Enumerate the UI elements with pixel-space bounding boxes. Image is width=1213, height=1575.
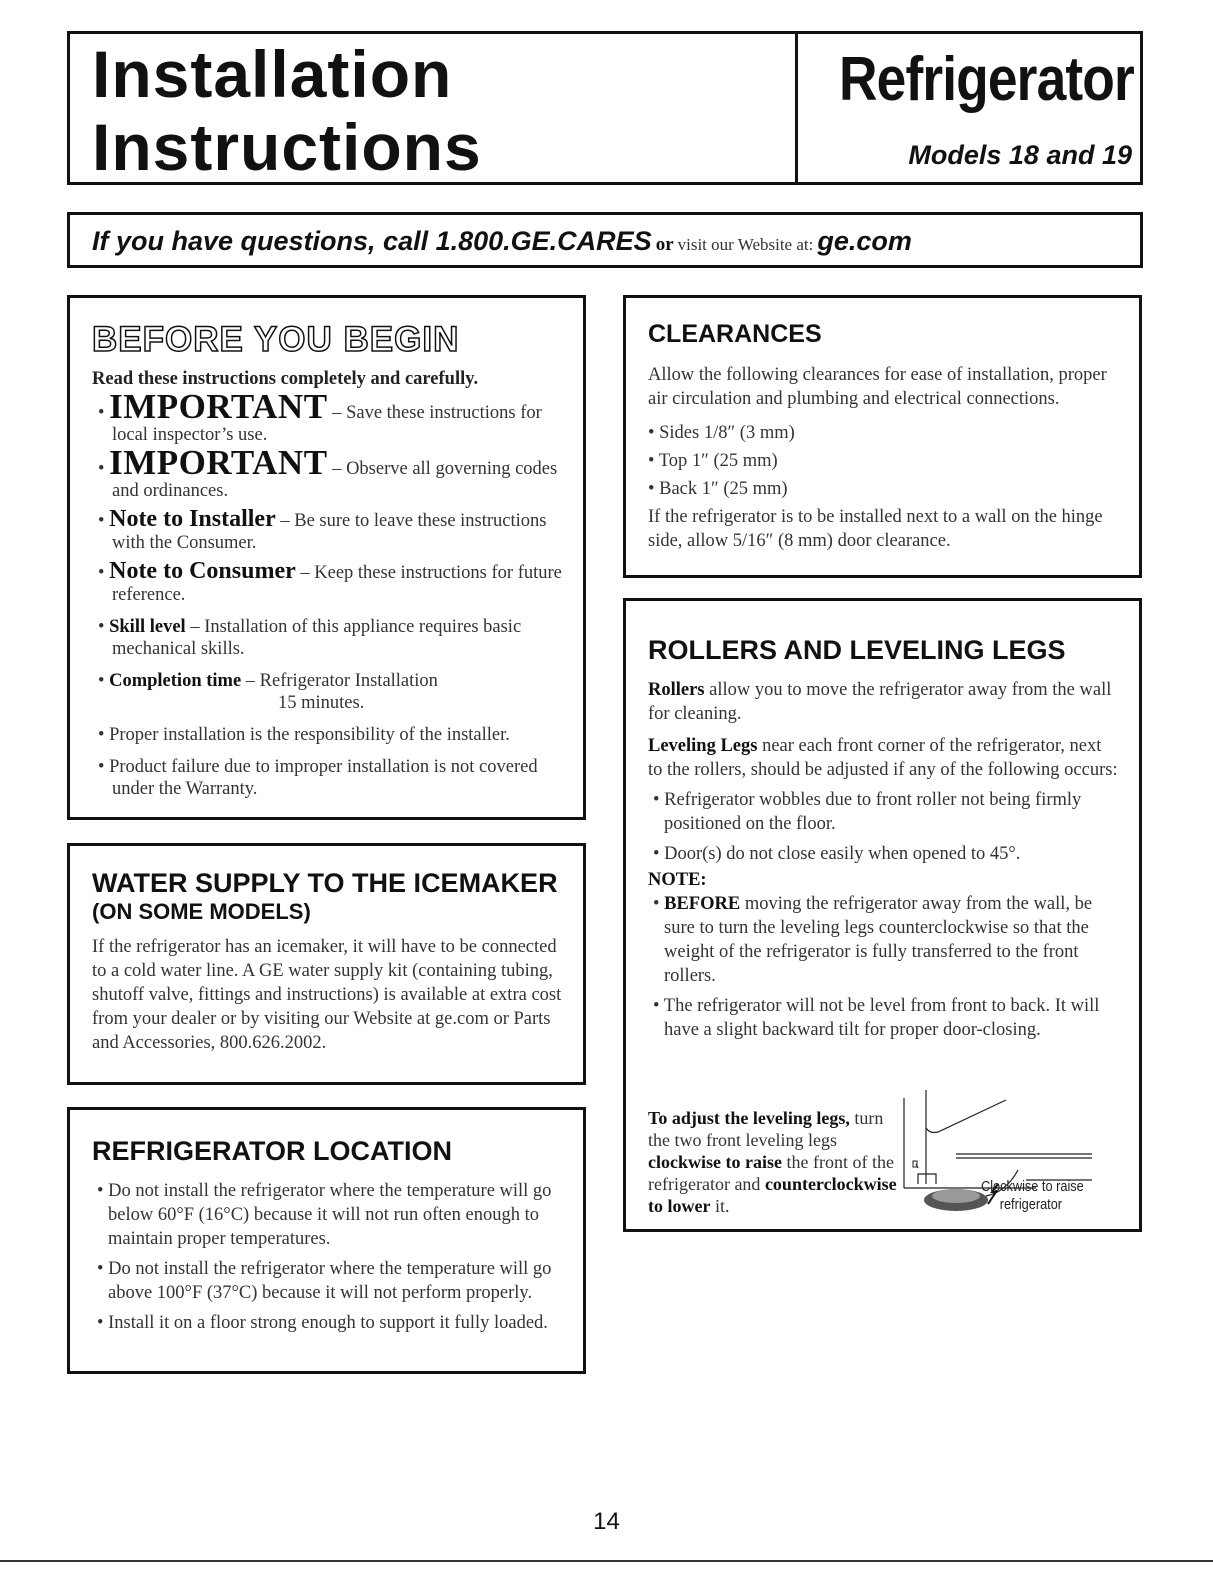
completion-time-label: Completion time	[109, 671, 242, 691]
skill-level-text: – Installation of this appliance requires basic mechanical skills.	[112, 617, 522, 659]
product-failure-item: • Product failure due to improper installation is not covered under the Warranty.	[98, 757, 538, 799]
important-observe-item: • IMPORTANT – Observe all governing codes and ordinances.	[98, 443, 558, 501]
document-title	[92, 38, 482, 184]
clearance-item: • Top 1″ (25 mm)	[648, 451, 778, 471]
adjust-text: it.	[714, 1196, 730, 1216]
important-text: – Save these instructions for local inspector’s use.	[112, 403, 542, 445]
location-item-text: Do not install the refrigerator where the temperature will go below 60°F (16°C) because it will not run often enough to maintain proper temperatures.	[108, 1181, 552, 1249]
diagram-caption-line: Clockwise to raise	[981, 1178, 1084, 1195]
note-installer-label: Note to Installer	[109, 506, 276, 532]
condition-item: • Door(s) do not close easily when opened to 45°.	[653, 844, 1021, 864]
leveling-leg-top	[932, 1189, 980, 1203]
clearance-item: • Back 1″ (25 mm)	[648, 479, 788, 499]
water-supply-text: If the refrigerator has an icemaker, it will have to be connected to a cold water line. A GE water supply kit (containing tubing, shutoff valve, fittings and instructions) is available at extra cost from your dealer or by visiting our Website at ge.com or Parts and Accessories, 800.626.2002.	[92, 937, 562, 1053]
completion-time-value: 15 minutes.	[278, 693, 365, 713]
location-item-text: Do not install the refrigerator where the temperature will go above 100°F (37°C) because it will not perform properly.	[108, 1259, 552, 1303]
note-consumer-label: Note to Consumer	[109, 558, 296, 584]
leveling-legs-text: near each front corner of the refrigerator, next to the rollers, should be adjusted if any of the following occurs:	[648, 736, 1118, 780]
contact-bar	[67, 212, 1143, 268]
condition-text: Refrigerator wobbles due to front roller not being firmly positioned on the floor.	[664, 790, 1082, 834]
adjust-label: To adjust the leveling legs,	[648, 1108, 850, 1128]
note-installer-item: • Note to Installer – Be sure to leave these instructions with the Consumer.	[98, 506, 547, 553]
product-failure-text: Product failure due to improper installation is not covered under the Warranty.	[109, 757, 538, 799]
water-supply-section	[67, 843, 586, 1085]
section-title: REFRIGERATOR LOCATION	[92, 1136, 452, 1166]
website-link[interactable]: ge.com	[817, 226, 912, 256]
note-item: • BEFORE moving the refrigerator away from the wall, be sure to turn the leveling legs counterclockwise so that the weight of the refrigerator is fully transferred to the front rollers.	[653, 894, 1093, 986]
before-you-begin-section	[67, 295, 586, 820]
clockwise-raise: clockwise to raise	[648, 1152, 782, 1172]
counterclockwise-lower: counterclockwise to lower	[648, 1174, 897, 1216]
completion-time-item: • Completion time – Refrigerator Installation 15 minutes.	[92, 670, 563, 714]
hinge-clearance-note: If the refrigerator is to be installed next to a wall on the hinge side, allow 5/16″ (8 mm) door clearance.	[648, 507, 1103, 551]
section-subtitle: (ON SOME MODELS)	[92, 899, 311, 924]
section-title: BEFORE YOU BEGIN	[92, 320, 460, 359]
contact-phone-text: If you have questions, call 1.800.GE.CARES	[92, 226, 652, 256]
location-item: • Do not install the refrigerator where the temperature will go above 100°F (37°C) because it will not perform properly.	[97, 1259, 552, 1303]
location-item: • Install it on a floor strong enough to support it fully loaded.	[97, 1313, 548, 1333]
header-product-box	[795, 31, 1143, 185]
clearance-item: • Sides 1/8″ (3 mm)	[648, 423, 795, 443]
important-label: IMPORTANT	[109, 443, 328, 482]
bottom-rule	[0, 1560, 1213, 1562]
contact-visit-text: visit our Website at:	[677, 235, 814, 254]
condition-text: Door(s) do not close easily when opened to 45°.	[664, 844, 1021, 864]
note-item: • The refrigerator will not be level from front to back. It will have a slight backward tilt for proper door-closing.	[653, 996, 1100, 1040]
clearances-section	[623, 295, 1142, 578]
rollers-paragraph	[648, 678, 1119, 726]
models-subtitle: Models 18 and 19	[908, 140, 1132, 170]
condition-item: • Refrigerator wobbles due to front roller not being firmly positioned on the floor.	[653, 790, 1082, 834]
note-label: NOTE:	[648, 870, 707, 890]
important-label: IMPORTANT	[109, 387, 328, 426]
section-title: CLEARANCES	[648, 320, 822, 348]
note-consumer-text: – Keep these instructions for future reference.	[112, 563, 562, 605]
important-save-item: • IMPORTANT – Save these instructions for local inspector’s use.	[98, 387, 542, 445]
rollers-leveling-section	[623, 598, 1142, 1232]
completion-time-text: – Refrigerator Installation	[245, 671, 438, 691]
note-before-label: BEFORE	[664, 894, 741, 914]
leveling-legs-paragraph	[648, 734, 1119, 782]
title-line-1: Installation	[92, 37, 453, 111]
skill-level-label: Skill level	[109, 617, 186, 637]
note-before-text: moving the refrigerator away from the wall, be sure to turn the leveling legs counterclockwise so that the weight of the refrigerator is fully transferred to the front rollers.	[664, 894, 1093, 986]
contact-or: or	[655, 234, 674, 255]
note-tilt-text: The refrigerator will not be level from front to back. It will have a slight backward tilt for proper door-closing.	[663, 996, 1100, 1040]
refrigerator-location-section	[67, 1107, 586, 1374]
location-item-text: Install it on a floor strong enough to support it fully loaded.	[108, 1313, 548, 1333]
adjust-instructions	[648, 1107, 908, 1217]
diagram-caption-line: refrigerator	[999, 1196, 1063, 1213]
note-installer-text: – Be sure to leave these instructions with the Consumer.	[112, 511, 547, 553]
clearances-intro: Allow the following clearances for ease of installation, proper air circulation and plumbing and electrical connections.	[648, 365, 1107, 409]
header-title-box	[67, 31, 798, 185]
adjust-text: the front of the refrigerator and	[648, 1152, 894, 1194]
proper-installation-text: Proper installation is the responsibility of the installer.	[109, 725, 510, 745]
rollers-label: Rollers	[648, 680, 705, 700]
section-subtitle: Read these instructions completely and carefully.	[92, 369, 479, 389]
page-number: 14	[593, 1508, 620, 1535]
diagram-caption	[981, 1178, 1084, 1214]
clearance-item-text: Sides 1/8″ (3 mm)	[659, 423, 795, 443]
clearance-item-text: Back 1″ (25 mm)	[659, 479, 788, 499]
location-item: • Do not install the refrigerator where the temperature will go below 60°F (16°C) because it will not run often enough to maintain proper temperatures.	[97, 1181, 552, 1249]
note-consumer-item: • Note to Consumer – Keep these instructions for future reference.	[98, 558, 562, 605]
product-title: Refrigerator	[839, 45, 1134, 114]
adjust-text: turn the two front leveling legs	[648, 1108, 884, 1150]
section-title: ROLLERS AND LEVELING LEGS	[648, 635, 1066, 665]
skill-level-item: • Skill level – Installation of this appliance requires basic mechanical skills.	[98, 617, 522, 659]
section-title: WATER SUPPLY TO THE ICEMAKER	[92, 868, 558, 898]
rollers-text: allow you to move the refrigerator away from the wall for cleaning.	[648, 680, 1112, 724]
leveling-legs-label: Leveling Legs	[648, 736, 758, 756]
title-line-2: Instructions	[92, 110, 482, 184]
important-text: – Observe all governing codes and ordinances.	[112, 459, 558, 501]
proper-installation-item: • Proper installation is the responsibility of the installer.	[98, 725, 510, 745]
clearance-item-text: Top 1″ (25 mm)	[658, 451, 778, 471]
